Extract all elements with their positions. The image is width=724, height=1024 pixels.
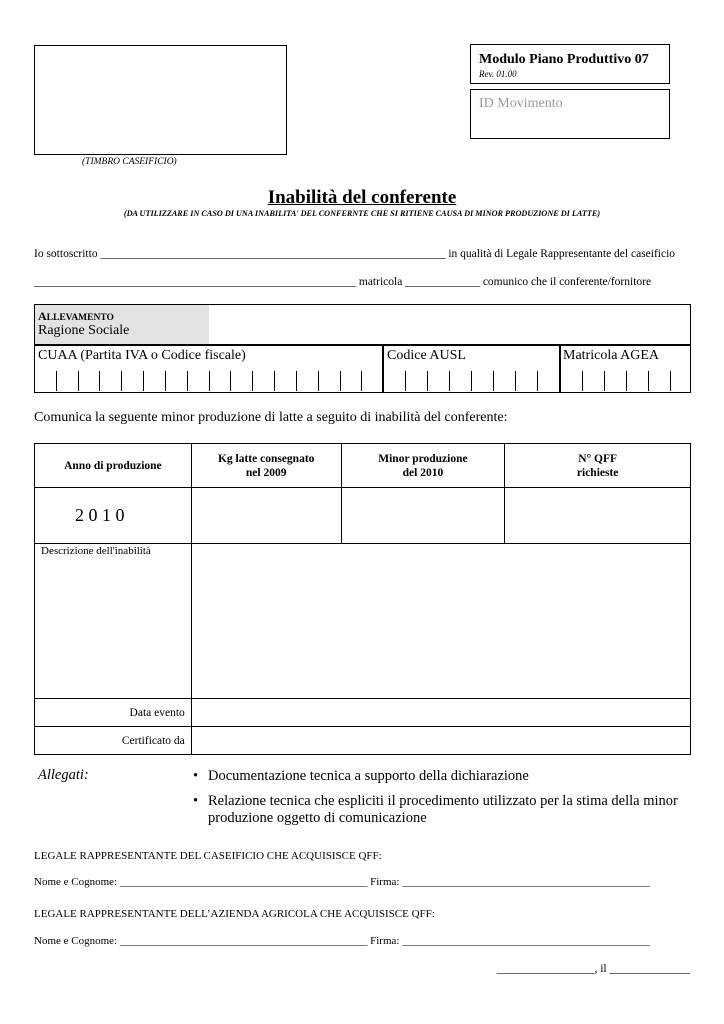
kg-latte-field[interactable]: [191, 488, 341, 544]
azienda-sign-title: LEGALE RAPPRESENTANTE DELL’AZIENDA AGRICOLA CHE ACQUISISCE QFF:: [34, 908, 435, 920]
data-evento-field[interactable]: [191, 699, 690, 727]
declaration-role: in qualità di Legale Rappresentante del caseificio: [448, 248, 676, 260]
divider: [35, 344, 690, 346]
minor-produzione-field[interactable]: [341, 488, 505, 544]
matricola-blank[interactable]: _____________: [405, 276, 480, 288]
agea-field[interactable]: [561, 368, 690, 392]
page-title: Inabilità del conferente: [267, 187, 457, 208]
caseificio-nome-blank[interactable]: _____________________________________________: [119, 876, 368, 888]
stamp-box: [34, 45, 287, 155]
firma-label: Firma:: [370, 935, 400, 947]
caseificio-sign-title: LEGALE RAPPRESENTANTE DEL CASEIFICIO CHE ACQUISISCE QFF:: [34, 850, 382, 862]
allegati-item-1: • Documentazione tecnica a supporto della dichiarazione: [193, 768, 529, 784]
header-minor-produzione: Minor produzione del 2010: [341, 444, 505, 488]
descrizione-label: Descrizione dell'inabilità: [41, 545, 151, 557]
revision-label: Rev. 01.00: [479, 69, 517, 79]
cuaa-field[interactable]: [35, 368, 382, 392]
allegati-item-2: • Relazione tecnica che espliciti il procedimento utilizzato per la stima della minor produzione oggetto di comunicazione: [193, 793, 678, 826]
module-box: [470, 44, 670, 84]
data-evento-label-cell: [35, 699, 192, 727]
header-qff: N° QFF richieste: [505, 444, 691, 488]
declaration-conferente: comunico che il conferente/fornitore: [482, 276, 652, 288]
certificato-label: Certificato da: [121, 734, 185, 747]
allegati-label: Allegati:: [38, 767, 89, 783]
id-movimento-field[interactable]: [470, 89, 670, 139]
header-kg-latte: Kg latte consegnato nel 2009: [191, 444, 341, 488]
declaration-line-1: [34, 248, 675, 260]
matricola-label: matricola: [358, 276, 403, 288]
certificato-field[interactable]: [191, 727, 690, 755]
certificato-label-cell: [35, 727, 192, 755]
data-evento-label: Data evento: [129, 706, 185, 719]
nome-label: Nome e Cognome:: [34, 935, 118, 947]
year-value: 2 0 1 0: [75, 505, 125, 525]
date-blank[interactable]: ______________: [609, 963, 690, 975]
qff-field[interactable]: [505, 488, 691, 544]
year-cell: [35, 488, 192, 544]
declaration-line-2: [34, 276, 651, 288]
production-table: [34, 443, 691, 755]
caseificio-blank[interactable]: ________________________________________________________: [34, 276, 356, 288]
bullet-icon: •: [193, 793, 199, 809]
allevamento-label: ALLEVAMENTO: [38, 309, 114, 323]
id-movimento-label: ID Movimento: [479, 96, 563, 111]
place-blank[interactable]: _________________: [496, 963, 595, 975]
caseificio-firma-blank[interactable]: _____________________________________________: [402, 876, 650, 888]
azienda-firma-blank[interactable]: _____________________________________________: [402, 935, 650, 947]
descrizione-field[interactable]: [191, 544, 690, 699]
caseificio-sign-line: [34, 876, 650, 888]
ragione-sociale-label: Ragione Sociale: [38, 323, 130, 338]
azienda-sign-line: [34, 935, 650, 947]
azienda-nome-blank[interactable]: _____________________________________________: [119, 935, 368, 947]
stamp-caption: (TIMBRO CASEIFICIO): [82, 157, 177, 167]
ausl-field[interactable]: [384, 368, 559, 392]
communication-text: Comunica la seguente minor produzione di latte a seguito di inabilità del conferente:: [34, 410, 508, 425]
bullet-icon: •: [193, 768, 199, 784]
page-subtitle: (DA UTILIZZARE IN CASO DI UNA INABILITA' DEL CONFERNTE CHE SI RITIENE CAUSA DI MINOR PRODUZIONE DI LATTE): [123, 209, 601, 218]
name-blank[interactable]: ____________________________________________________________: [100, 248, 446, 260]
nome-label: Nome e Cognome:: [34, 876, 118, 888]
place-date-line: [497, 963, 690, 975]
cuaa-label: CUAA (Partita IVA o Codice fiscale): [38, 348, 246, 363]
allevamento-block: [34, 304, 691, 393]
ausl-label: Codice AUSL: [387, 348, 466, 363]
module-title: Modulo Piano Produttivo 07: [479, 52, 649, 67]
agea-label: Matricola AGEA: [563, 348, 660, 363]
ragione-sociale-field[interactable]: [209, 305, 689, 344]
descrizione-label-cell: [35, 544, 192, 699]
firma-label: Firma:: [370, 876, 400, 888]
declaration-prefix: Io sottoscritto: [34, 248, 98, 260]
allevamento-label-cell: [35, 305, 209, 344]
date-separator: , il: [594, 963, 607, 975]
header-anno: Anno di produzione: [35, 444, 192, 488]
